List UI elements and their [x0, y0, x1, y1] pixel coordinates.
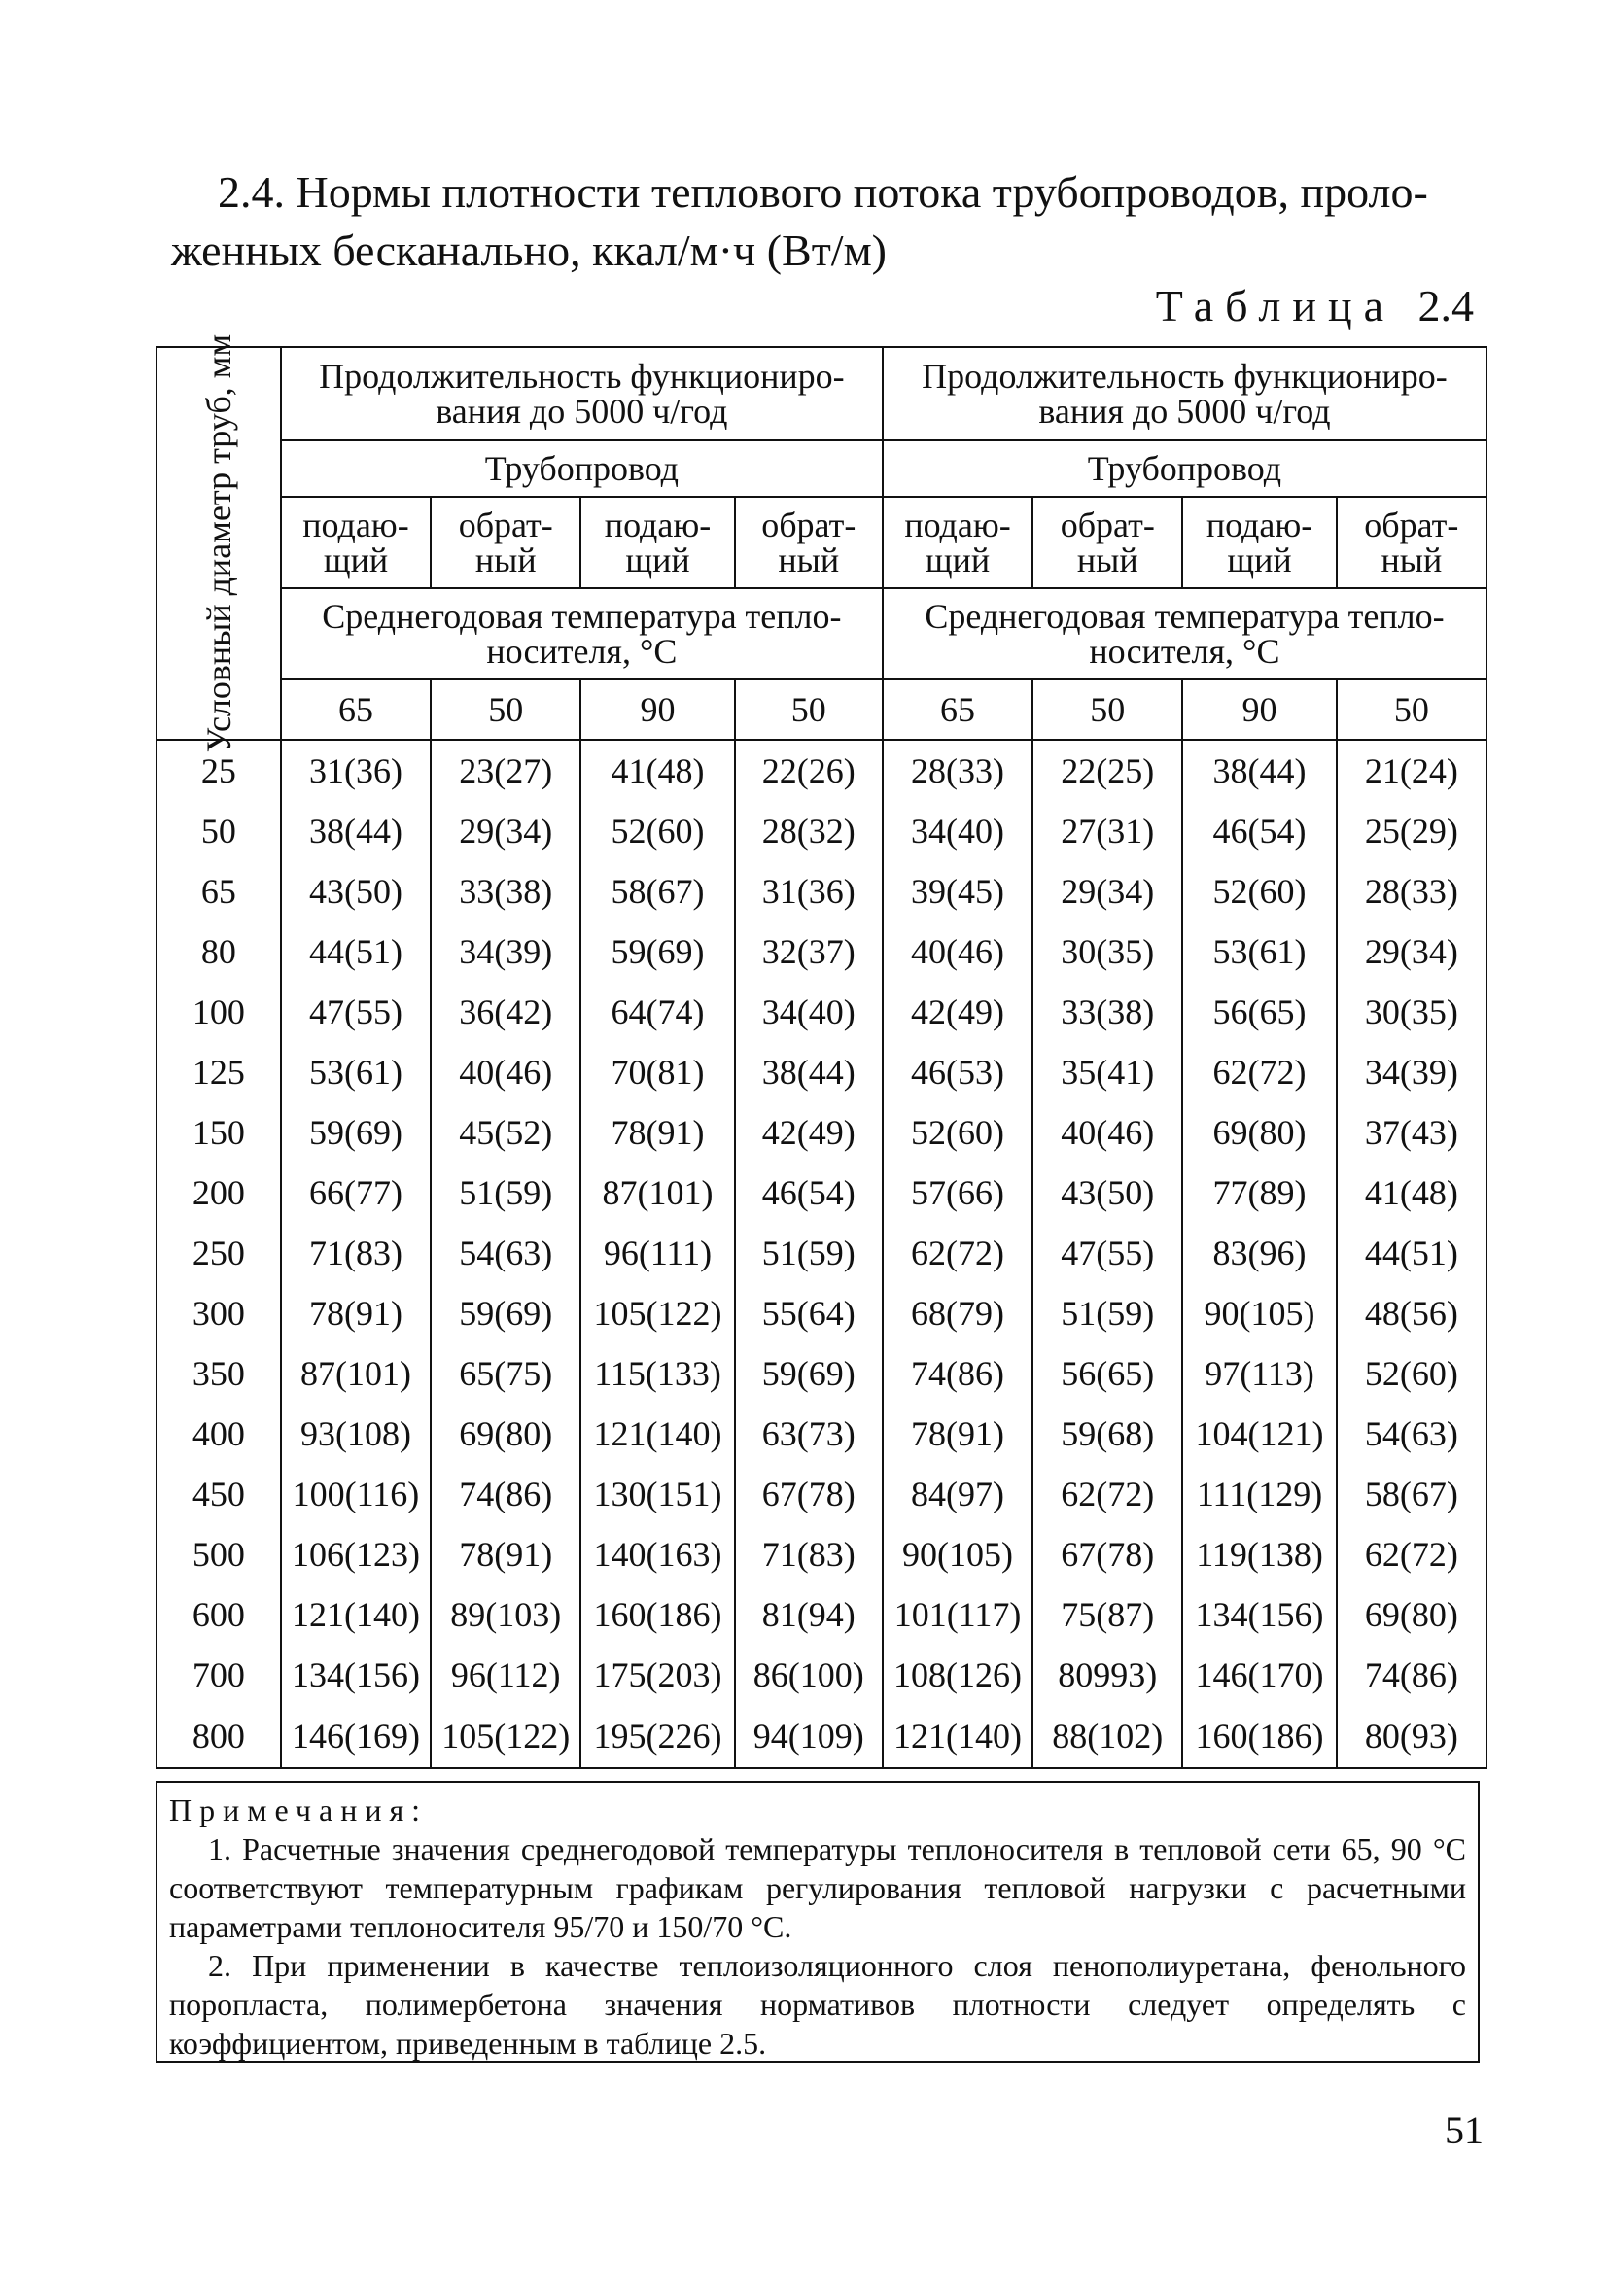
heading-line-2: женных бесканально, ккал/м·ч (Вт/м) — [171, 226, 887, 275]
value-cell: 83(96) — [1182, 1223, 1336, 1283]
table-row — [157, 1464, 1486, 1524]
diameter-cell: 100 — [157, 982, 281, 1042]
value-cell: 134(156) — [281, 1645, 431, 1705]
diameter-cell: 250 — [157, 1223, 281, 1283]
value-cell: 22(26) — [735, 740, 883, 801]
value-cell: 86(100) — [735, 1645, 883, 1705]
value-cell: 51(59) — [735, 1223, 883, 1283]
value-cell: 47(55) — [281, 982, 431, 1042]
value-cell: 96(112) — [431, 1645, 580, 1705]
row-header: Условный диаметр труб, мм — [198, 333, 238, 753]
value-cell: 119(138) — [1182, 1524, 1336, 1584]
row-header-cell — [157, 333, 281, 753]
value-cell: 59(69) — [735, 1343, 883, 1404]
value-cell: 46(53) — [883, 1042, 1032, 1102]
value-cell: 58(67) — [1337, 1464, 1486, 1524]
value-cell: 62(72) — [883, 1223, 1032, 1283]
value-cell: 48(56) — [1337, 1283, 1486, 1343]
value-cell: 78(91) — [431, 1524, 580, 1584]
value-cell: 74(86) — [431, 1464, 580, 1524]
value-cell: 46(54) — [1182, 801, 1336, 861]
diameter-cell: 500 — [157, 1524, 281, 1584]
temperature-value: 50 — [431, 679, 580, 740]
value-cell: 51(59) — [431, 1163, 580, 1223]
value-cell: 30(35) — [1337, 982, 1486, 1042]
table-row — [157, 1584, 1486, 1645]
value-cell: 59(69) — [281, 1102, 431, 1163]
note-item: 2. При применении в качестве теплоизоляционного слоя пенополиуретана, фенольного поропласта, полимербетона значения нормативов плотности следует определять с коэффициентом, приведенным в таблице 2.5. — [169, 1948, 1466, 2061]
value-cell: 59(68) — [1032, 1404, 1182, 1464]
value-cell: 78(91) — [281, 1283, 431, 1343]
value-cell: 25(29) — [1337, 801, 1486, 861]
value-cell: 46(54) — [735, 1163, 883, 1223]
value-cell: 58(67) — [580, 861, 734, 922]
table-row — [157, 982, 1486, 1042]
value-cell: 28(33) — [1337, 861, 1486, 922]
value-cell: 67(78) — [735, 1464, 883, 1524]
value-cell: 40(46) — [883, 922, 1032, 982]
value-cell: 97(113) — [1182, 1343, 1336, 1404]
value-cell: 64(74) — [580, 982, 734, 1042]
temperature-value: 90 — [1182, 679, 1336, 740]
direction-header: подаю-щий — [281, 497, 431, 588]
section-heading — [171, 163, 1474, 280]
value-cell: 53(61) — [281, 1042, 431, 1102]
value-cell: 90(105) — [883, 1524, 1032, 1584]
diameter-cell: 450 — [157, 1464, 281, 1524]
direction-header: подаю-щий — [1182, 497, 1336, 588]
value-cell: 105(122) — [580, 1283, 734, 1343]
value-cell: 90(105) — [1182, 1283, 1336, 1343]
value-cell: 36(42) — [431, 982, 580, 1042]
value-cell: 34(40) — [735, 982, 883, 1042]
value-cell: 71(83) — [735, 1524, 883, 1584]
value-cell: 53(61) — [1182, 922, 1336, 982]
value-cell: 43(50) — [281, 861, 431, 922]
value-cell: 38(44) — [1182, 740, 1336, 801]
diameter-cell: 800 — [157, 1705, 281, 1768]
value-cell: 34(40) — [883, 801, 1032, 861]
value-cell: 74(86) — [1337, 1645, 1486, 1705]
table-label-word: Таблица — [1155, 281, 1395, 330]
table-row — [157, 1645, 1486, 1705]
page-number: 51 — [1445, 2108, 1484, 2152]
value-cell: 160(186) — [1182, 1705, 1336, 1768]
value-cell: 45(52) — [431, 1102, 580, 1163]
value-cell: 42(49) — [735, 1102, 883, 1163]
value-cell: 52(60) — [580, 801, 734, 861]
diameter-cell: 150 — [157, 1102, 281, 1163]
value-cell: 38(44) — [735, 1042, 883, 1102]
value-cell: 62(72) — [1182, 1042, 1336, 1102]
value-cell: 134(156) — [1182, 1584, 1336, 1645]
value-cell: 56(65) — [1182, 982, 1336, 1042]
table-row — [157, 1404, 1486, 1464]
table-row — [157, 740, 1486, 801]
value-cell: 54(63) — [431, 1223, 580, 1283]
temperature-value: 65 — [281, 679, 431, 740]
temperature-value: 50 — [1337, 679, 1486, 740]
value-cell: 71(83) — [281, 1223, 431, 1283]
value-cell: 42(49) — [883, 982, 1032, 1042]
value-cell: 69(80) — [431, 1404, 580, 1464]
value-cell: 41(48) — [580, 740, 734, 801]
value-cell: 39(45) — [883, 861, 1032, 922]
value-cell: 100(116) — [281, 1464, 431, 1524]
table-row — [157, 801, 1486, 861]
value-cell: 77(89) — [1182, 1163, 1336, 1223]
value-cell: 62(72) — [1337, 1524, 1486, 1584]
value-cell: 28(33) — [883, 740, 1032, 801]
diameter-cell: 300 — [157, 1283, 281, 1343]
notes-title: Примечания: — [169, 1792, 429, 1827]
value-cell: 51(59) — [1032, 1283, 1182, 1343]
table-body — [157, 740, 1486, 1768]
value-cell: 108(126) — [883, 1645, 1032, 1705]
value-cell: 34(39) — [431, 922, 580, 982]
table-row — [157, 922, 1486, 982]
table-row — [157, 1163, 1486, 1223]
diameter-cell: 700 — [157, 1645, 281, 1705]
table-row — [157, 861, 1486, 922]
value-cell: 101(117) — [883, 1584, 1032, 1645]
table-row — [157, 1042, 1486, 1102]
value-cell: 29(34) — [1337, 922, 1486, 982]
diameter-cell: 125 — [157, 1042, 281, 1102]
value-cell: 63(73) — [735, 1404, 883, 1464]
temperature-value: 50 — [735, 679, 883, 740]
value-cell: 87(101) — [281, 1343, 431, 1404]
table-row — [157, 1524, 1486, 1584]
value-cell: 65(75) — [431, 1343, 580, 1404]
table-row — [157, 1705, 1486, 1768]
value-cell: 84(97) — [883, 1464, 1032, 1524]
diameter-cell: 65 — [157, 861, 281, 922]
value-cell: 87(101) — [580, 1163, 734, 1223]
temperature-value: 50 — [1032, 679, 1182, 740]
diameter-cell: 50 — [157, 801, 281, 861]
value-cell: 89(103) — [431, 1584, 580, 1645]
value-cell: 121(140) — [281, 1584, 431, 1645]
value-cell: 140(163) — [580, 1524, 734, 1584]
temperature-header: Среднегодовая температура тепло-носителя, °С — [281, 588, 883, 679]
value-cell: 106(123) — [281, 1524, 431, 1584]
value-cell: 93(108) — [281, 1404, 431, 1464]
value-cell: 22(25) — [1032, 740, 1182, 801]
value-cell: 68(79) — [883, 1283, 1032, 1343]
value-cell: 54(63) — [1337, 1404, 1486, 1464]
value-cell: 59(69) — [431, 1283, 580, 1343]
value-cell: 78(91) — [883, 1404, 1032, 1464]
pipeline-header: Трубопровод — [281, 440, 883, 497]
direction-header: подаю-щий — [883, 497, 1032, 588]
direction-header: обрат-ный — [431, 497, 580, 588]
table-row — [157, 1343, 1486, 1404]
value-cell: 33(38) — [1032, 982, 1182, 1042]
value-cell: 121(140) — [580, 1404, 734, 1464]
value-cell: 32(37) — [735, 922, 883, 982]
value-cell: 23(27) — [431, 740, 580, 801]
diameter-cell: 200 — [157, 1163, 281, 1223]
value-cell: 175(203) — [580, 1645, 734, 1705]
value-cell: 29(34) — [431, 801, 580, 861]
group-header: Продолжительность функциониро-вания до 5000 ч/год — [883, 347, 1486, 440]
value-cell: 40(46) — [431, 1042, 580, 1102]
value-cell: 80993) — [1032, 1645, 1182, 1705]
value-cell: 78(91) — [580, 1102, 734, 1163]
value-cell: 52(60) — [1337, 1343, 1486, 1404]
table-label — [1156, 280, 1474, 331]
heading-line-1: 2.4. Нормы плотности теплового потока трубопроводов, проло- — [218, 167, 1428, 217]
value-cell: 94(109) — [735, 1705, 883, 1768]
diameter-cell: 400 — [157, 1404, 281, 1464]
table-row — [157, 1223, 1486, 1283]
value-cell: 160(186) — [580, 1584, 734, 1645]
group-header: Продолжительность функциониро-вания до 5000 ч/год — [281, 347, 883, 440]
value-cell: 115(133) — [580, 1343, 734, 1404]
diameter-cell: 25 — [157, 740, 281, 801]
value-cell: 74(86) — [883, 1343, 1032, 1404]
table-label-number: 2.4 — [1417, 281, 1474, 330]
value-cell: 121(140) — [883, 1705, 1032, 1768]
value-cell: 34(39) — [1337, 1042, 1486, 1102]
direction-header: обрат-ный — [1337, 497, 1486, 588]
value-cell: 52(60) — [1182, 861, 1336, 922]
value-cell: 56(65) — [1032, 1343, 1182, 1404]
temperature-header: Среднегодовая температура тепло-носителя, °С — [883, 588, 1486, 679]
direction-header: обрат-ный — [735, 497, 883, 588]
value-cell: 40(46) — [1032, 1102, 1182, 1163]
value-cell: 75(87) — [1032, 1584, 1182, 1645]
value-cell: 80(93) — [1337, 1705, 1486, 1768]
value-cell: 31(36) — [735, 861, 883, 922]
value-cell: 47(55) — [1032, 1223, 1182, 1283]
value-cell: 35(41) — [1032, 1042, 1182, 1102]
direction-header: обрат-ный — [1032, 497, 1182, 588]
value-cell: 55(64) — [735, 1283, 883, 1343]
value-cell: 33(38) — [431, 861, 580, 922]
value-cell: 70(81) — [580, 1042, 734, 1102]
value-cell: 44(51) — [1337, 1223, 1486, 1283]
value-cell: 69(80) — [1182, 1102, 1336, 1163]
diameter-cell: 80 — [157, 922, 281, 982]
value-cell: 57(66) — [883, 1163, 1032, 1223]
value-cell: 59(69) — [580, 922, 734, 982]
value-cell: 41(48) — [1337, 1163, 1486, 1223]
temperature-value: 65 — [883, 679, 1032, 740]
value-cell: 105(122) — [431, 1705, 580, 1768]
value-cell: 66(77) — [281, 1163, 431, 1223]
value-cell: 31(36) — [281, 740, 431, 801]
heat-flux-table — [156, 333, 1487, 1769]
diameter-cell: 350 — [157, 1343, 281, 1404]
value-cell: 28(32) — [735, 801, 883, 861]
table-row — [157, 1102, 1486, 1163]
value-cell: 130(151) — [580, 1464, 734, 1524]
value-cell: 29(34) — [1032, 861, 1182, 922]
value-cell: 111(129) — [1182, 1464, 1336, 1524]
value-cell: 88(102) — [1032, 1705, 1182, 1768]
pipeline-header: Трубопровод — [883, 440, 1486, 497]
table-row — [157, 1283, 1486, 1343]
value-cell: 81(94) — [735, 1584, 883, 1645]
value-cell: 195(226) — [580, 1705, 734, 1768]
value-cell: 146(170) — [1182, 1645, 1336, 1705]
value-cell: 30(35) — [1032, 922, 1182, 982]
value-cell: 96(111) — [580, 1223, 734, 1283]
value-cell: 27(31) — [1032, 801, 1182, 861]
value-cell: 62(72) — [1032, 1464, 1182, 1524]
temperature-value: 90 — [580, 679, 734, 740]
value-cell: 69(80) — [1337, 1584, 1486, 1645]
value-cell: 104(121) — [1182, 1404, 1336, 1464]
value-cell: 44(51) — [281, 922, 431, 982]
direction-header: подаю-щий — [580, 497, 734, 588]
notes-box — [156, 1781, 1480, 2063]
value-cell: 37(43) — [1337, 1102, 1486, 1163]
note-item: 1. Расчетные значения среднегодовой температуры теплоносителя в тепловой сети 65, 90 °С соответствуют температурным графикам регулирования тепловой нагрузки с расчетными параметрами теплоносителя 95/70 и 150/70 °С. — [169, 1831, 1466, 1944]
value-cell: 67(78) — [1032, 1524, 1182, 1584]
value-cell: 146(169) — [281, 1705, 431, 1768]
diameter-cell: 600 — [157, 1584, 281, 1645]
value-cell: 43(50) — [1032, 1163, 1182, 1223]
value-cell: 38(44) — [281, 801, 431, 861]
value-cell: 52(60) — [883, 1102, 1032, 1163]
value-cell: 21(24) — [1337, 740, 1486, 801]
